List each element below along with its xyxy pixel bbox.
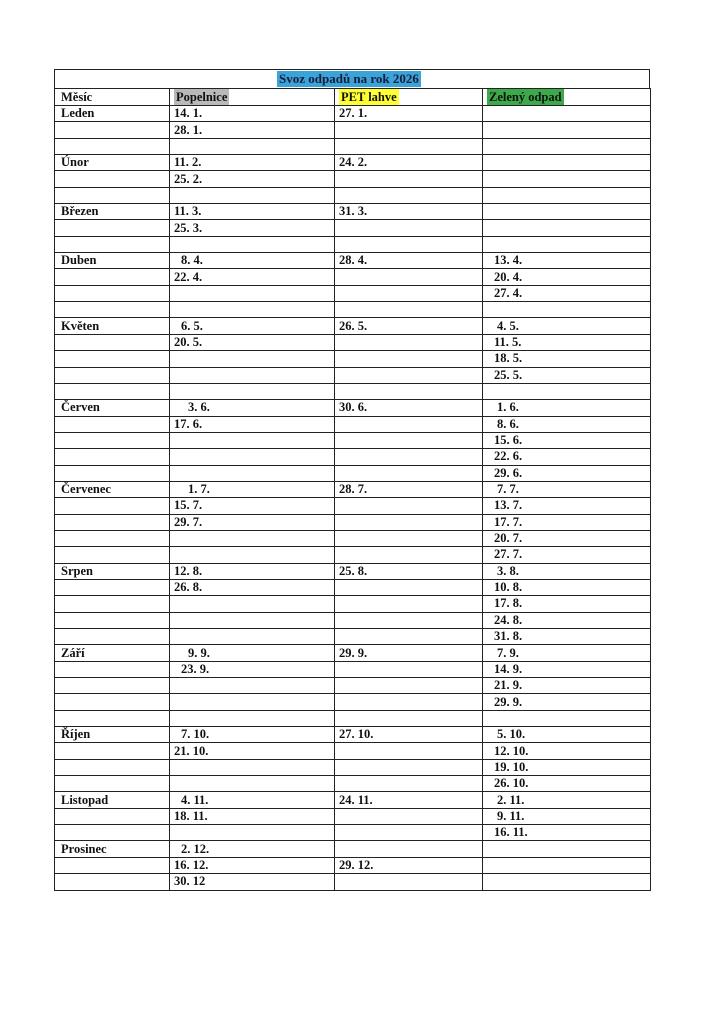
schedule-body xyxy=(55,106,651,891)
month-cell xyxy=(55,367,170,383)
month-cell xyxy=(55,678,170,694)
zeleny-cell: 17. 8. xyxy=(483,596,651,612)
popelnice-cell xyxy=(170,285,335,301)
pet-cell: 27. 1. xyxy=(335,106,483,122)
popelnice-cell xyxy=(170,547,335,563)
month-cell xyxy=(55,236,170,252)
pet-cell xyxy=(335,776,483,792)
table-row xyxy=(55,710,651,726)
month-cell xyxy=(55,465,170,481)
table-row xyxy=(55,678,651,694)
zeleny-cell: 26. 10. xyxy=(483,776,651,792)
zeleny-cell: 29. 9. xyxy=(483,694,651,710)
table-row xyxy=(55,465,651,481)
table-row xyxy=(55,743,651,759)
popelnice-cell: 8. 4. xyxy=(170,253,335,269)
month-cell xyxy=(55,759,170,775)
zeleny-cell: 13. 7. xyxy=(483,498,651,514)
zeleny-cell: 18. 5. xyxy=(483,351,651,367)
table-row xyxy=(55,841,651,857)
pet-cell xyxy=(335,285,483,301)
zeleny-cell: 1. 6. xyxy=(483,400,651,416)
pet-cell xyxy=(335,710,483,726)
pet-cell xyxy=(335,171,483,187)
pet-cell xyxy=(335,302,483,318)
zeleny-cell: 13. 4. xyxy=(483,253,651,269)
zeleny-cell: 25. 5. xyxy=(483,367,651,383)
popelnice-cell xyxy=(170,694,335,710)
popelnice-cell xyxy=(170,825,335,841)
month-cell xyxy=(55,498,170,514)
month-cell xyxy=(55,351,170,367)
pet-cell xyxy=(335,367,483,383)
zeleny-cell: 7. 9. xyxy=(483,645,651,661)
table-row xyxy=(55,269,651,285)
month-cell: Září xyxy=(55,645,170,661)
table-row xyxy=(55,498,651,514)
table-row xyxy=(55,514,651,530)
pet-cell: 29. 12. xyxy=(335,857,483,873)
table-row xyxy=(55,563,651,579)
popelnice-cell: 25. 3. xyxy=(170,220,335,236)
pet-cell xyxy=(335,138,483,154)
table-row xyxy=(55,155,651,171)
month-cell xyxy=(55,530,170,546)
month-cell: Březen xyxy=(55,204,170,220)
popelnice-cell xyxy=(170,596,335,612)
zeleny-cell: 22. 6. xyxy=(483,449,651,465)
pet-cell xyxy=(335,759,483,775)
pet-cell: 24. 11. xyxy=(335,792,483,808)
table-row xyxy=(55,629,651,645)
table-row xyxy=(55,612,651,628)
month-cell xyxy=(55,596,170,612)
month-cell xyxy=(55,857,170,873)
zeleny-cell: 10. 8. xyxy=(483,579,651,595)
header-zeleny xyxy=(483,89,651,106)
popelnice-cell: 11. 3. xyxy=(170,204,335,220)
popelnice-cell: 16. 12. xyxy=(170,857,335,873)
popelnice-cell xyxy=(170,302,335,318)
zeleny-cell: 27. 4. xyxy=(483,285,651,301)
table-row xyxy=(55,204,651,220)
zeleny-cell: 7. 7. xyxy=(483,481,651,497)
zeleny-cell: 16. 11. xyxy=(483,825,651,841)
popelnice-cell xyxy=(170,187,335,203)
zeleny-cell: 29. 6. xyxy=(483,465,651,481)
popelnice-cell: 1. 7. xyxy=(170,481,335,497)
table-row xyxy=(55,432,651,448)
pet-cell xyxy=(335,579,483,595)
zeleny-cell xyxy=(483,841,651,857)
pet-cell: 27. 10. xyxy=(335,727,483,743)
month-cell: Červen xyxy=(55,400,170,416)
header-zeleny-label: Zelený odpad xyxy=(489,90,562,104)
table-row xyxy=(55,645,651,661)
month-cell xyxy=(55,220,170,236)
zeleny-cell: 20. 4. xyxy=(483,269,651,285)
popelnice-cell: 9. 9. xyxy=(170,645,335,661)
zeleny-cell: 17. 7. xyxy=(483,514,651,530)
month-cell: Květen xyxy=(55,318,170,334)
month-cell: Únor xyxy=(55,155,170,171)
popelnice-cell xyxy=(170,759,335,775)
header-month xyxy=(55,89,170,106)
popelnice-cell xyxy=(170,367,335,383)
pet-cell xyxy=(335,808,483,824)
month-cell xyxy=(55,629,170,645)
popelnice-cell: 4. 11. xyxy=(170,792,335,808)
popelnice-cell xyxy=(170,612,335,628)
pet-cell xyxy=(335,416,483,432)
pet-cell xyxy=(335,530,483,546)
pet-cell xyxy=(335,596,483,612)
zeleny-cell xyxy=(483,204,651,220)
table-row xyxy=(55,449,651,465)
table-row xyxy=(55,694,651,710)
table-row xyxy=(55,220,651,236)
popelnice-cell xyxy=(170,351,335,367)
popelnice-cell xyxy=(170,678,335,694)
pet-cell: 26. 5. xyxy=(335,318,483,334)
zeleny-cell: 20. 7. xyxy=(483,530,651,546)
month-cell xyxy=(55,776,170,792)
zeleny-cell xyxy=(483,302,651,318)
table-row xyxy=(55,530,651,546)
month-cell xyxy=(55,612,170,628)
table-row xyxy=(55,138,651,154)
popelnice-cell: 7. 10. xyxy=(170,727,335,743)
popelnice-cell: 12. 8. xyxy=(170,563,335,579)
pet-cell: 29. 9. xyxy=(335,645,483,661)
header-popelnice-label: Popelnice xyxy=(176,90,228,104)
month-cell xyxy=(55,383,170,399)
table-row xyxy=(55,596,651,612)
pet-cell xyxy=(335,825,483,841)
popelnice-cell: 18. 11. xyxy=(170,808,335,824)
month-cell xyxy=(55,825,170,841)
zeleny-cell: 31. 8. xyxy=(483,629,651,645)
pet-cell xyxy=(335,432,483,448)
header-row xyxy=(55,89,651,106)
table-row xyxy=(55,400,651,416)
month-cell: Leden xyxy=(55,106,170,122)
popelnice-cell: 20. 5. xyxy=(170,334,335,350)
table-row xyxy=(55,825,651,841)
pet-cell xyxy=(335,661,483,677)
pet-cell xyxy=(335,678,483,694)
table-row xyxy=(55,253,651,269)
table-row xyxy=(55,792,651,808)
zeleny-cell: 5. 10. xyxy=(483,727,651,743)
zeleny-cell xyxy=(483,187,651,203)
zeleny-cell: 27. 7. xyxy=(483,547,651,563)
pet-cell xyxy=(335,514,483,530)
table-row xyxy=(55,367,651,383)
zeleny-cell: 21. 9. xyxy=(483,678,651,694)
zeleny-cell xyxy=(483,236,651,252)
header-popelnice xyxy=(170,89,335,106)
zeleny-cell: 11. 5. xyxy=(483,334,651,350)
month-cell xyxy=(55,269,170,285)
zeleny-cell xyxy=(483,155,651,171)
pet-cell xyxy=(335,694,483,710)
month-cell xyxy=(55,710,170,726)
pet-cell xyxy=(335,187,483,203)
pet-cell xyxy=(335,269,483,285)
popelnice-cell xyxy=(170,138,335,154)
table-row xyxy=(55,776,651,792)
popelnice-cell: 3. 6. xyxy=(170,400,335,416)
pet-cell xyxy=(335,236,483,252)
popelnice-cell xyxy=(170,465,335,481)
pet-cell xyxy=(335,383,483,399)
month-cell xyxy=(55,547,170,563)
pet-cell xyxy=(335,465,483,481)
table-row xyxy=(55,383,651,399)
pet-cell: 31. 3. xyxy=(335,204,483,220)
table-row xyxy=(55,171,651,187)
month-cell: Říjen xyxy=(55,727,170,743)
pet-cell: 25. 8. xyxy=(335,563,483,579)
pet-cell xyxy=(335,498,483,514)
month-cell xyxy=(55,874,170,890)
month-cell xyxy=(55,449,170,465)
waste-schedule-sheet xyxy=(54,69,650,891)
month-cell xyxy=(55,122,170,138)
month-cell: Listopad xyxy=(55,792,170,808)
title-row xyxy=(54,69,650,88)
popelnice-cell xyxy=(170,629,335,645)
month-cell xyxy=(55,661,170,677)
month-cell: Srpen xyxy=(55,563,170,579)
header-pet xyxy=(335,89,483,106)
popelnice-cell: 28. 1. xyxy=(170,122,335,138)
zeleny-cell: 3. 8. xyxy=(483,563,651,579)
zeleny-cell: 2. 11. xyxy=(483,792,651,808)
popelnice-cell xyxy=(170,530,335,546)
table-row xyxy=(55,236,651,252)
table-row xyxy=(55,759,651,775)
zeleny-cell xyxy=(483,106,651,122)
month-cell xyxy=(55,334,170,350)
zeleny-cell: 12. 10. xyxy=(483,743,651,759)
zeleny-cell xyxy=(483,171,651,187)
pet-cell: 28. 7. xyxy=(335,481,483,497)
pet-cell xyxy=(335,612,483,628)
table-row xyxy=(55,285,651,301)
zeleny-cell xyxy=(483,220,651,236)
popelnice-cell: 6. 5. xyxy=(170,318,335,334)
pet-cell xyxy=(335,334,483,350)
table-row xyxy=(55,416,651,432)
zeleny-cell: 4. 5. xyxy=(483,318,651,334)
pet-cell xyxy=(335,629,483,645)
zeleny-cell xyxy=(483,874,651,890)
table-row xyxy=(55,481,651,497)
table-row xyxy=(55,727,651,743)
table-row xyxy=(55,302,651,318)
zeleny-cell xyxy=(483,857,651,873)
pet-cell xyxy=(335,122,483,138)
popelnice-cell xyxy=(170,710,335,726)
month-cell xyxy=(55,187,170,203)
month-cell: Prosinec xyxy=(55,841,170,857)
popelnice-cell: 17. 6. xyxy=(170,416,335,432)
zeleny-cell: 14. 9. xyxy=(483,661,651,677)
table-row xyxy=(55,187,651,203)
popelnice-cell: 15. 7. xyxy=(170,498,335,514)
table-row xyxy=(55,106,651,122)
pet-cell xyxy=(335,449,483,465)
popelnice-cell: 14. 1. xyxy=(170,106,335,122)
table-row xyxy=(55,351,651,367)
popelnice-cell: 2. 12. xyxy=(170,841,335,857)
zeleny-cell: 19. 10. xyxy=(483,759,651,775)
month-cell: Duben xyxy=(55,253,170,269)
table-row xyxy=(55,857,651,873)
month-cell xyxy=(55,514,170,530)
popelnice-cell: 22. 4. xyxy=(170,269,335,285)
popelnice-cell xyxy=(170,383,335,399)
zeleny-cell: 24. 8. xyxy=(483,612,651,628)
popelnice-cell: 23. 9. xyxy=(170,661,335,677)
pet-cell xyxy=(335,743,483,759)
table-row xyxy=(55,122,651,138)
popelnice-cell: 29. 7. xyxy=(170,514,335,530)
zeleny-cell xyxy=(483,138,651,154)
month-cell xyxy=(55,171,170,187)
month-cell xyxy=(55,808,170,824)
popelnice-cell: 21. 10. xyxy=(170,743,335,759)
pet-cell xyxy=(335,547,483,563)
popelnice-cell: 26. 8. xyxy=(170,579,335,595)
zeleny-cell xyxy=(483,710,651,726)
table-row xyxy=(55,661,651,677)
month-cell xyxy=(55,743,170,759)
header-month-label: Měsíc xyxy=(61,89,93,104)
pet-cell xyxy=(335,841,483,857)
zeleny-cell xyxy=(483,122,651,138)
pet-cell: 28. 4. xyxy=(335,253,483,269)
popelnice-cell: 25. 2. xyxy=(170,171,335,187)
table-row xyxy=(55,318,651,334)
pet-cell: 24. 2. xyxy=(335,155,483,171)
table-row xyxy=(55,334,651,350)
month-cell xyxy=(55,694,170,710)
month-cell xyxy=(55,285,170,301)
pet-cell xyxy=(335,220,483,236)
pet-cell xyxy=(335,874,483,890)
table-row xyxy=(55,874,651,890)
schedule-title: Svoz odpadů na rok 2026 xyxy=(279,71,419,86)
month-cell: Červenec xyxy=(55,481,170,497)
table-row xyxy=(55,547,651,563)
table-row xyxy=(55,579,651,595)
zeleny-cell: 8. 6. xyxy=(483,416,651,432)
pet-cell: 30. 6. xyxy=(335,400,483,416)
table-row xyxy=(55,808,651,824)
header-pet-label: PET lahve xyxy=(341,90,397,104)
popelnice-cell xyxy=(170,449,335,465)
popelnice-cell xyxy=(170,776,335,792)
popelnice-cell: 11. 2. xyxy=(170,155,335,171)
month-cell xyxy=(55,138,170,154)
zeleny-cell: 15. 6. xyxy=(483,432,651,448)
schedule-table xyxy=(54,88,651,891)
month-cell xyxy=(55,432,170,448)
month-cell xyxy=(55,416,170,432)
zeleny-cell xyxy=(483,383,651,399)
zeleny-cell: 9. 11. xyxy=(483,808,651,824)
pet-cell xyxy=(335,351,483,367)
popelnice-cell: 30. 12 xyxy=(170,874,335,890)
month-cell xyxy=(55,579,170,595)
popelnice-cell xyxy=(170,432,335,448)
month-cell xyxy=(55,302,170,318)
popelnice-cell xyxy=(170,236,335,252)
